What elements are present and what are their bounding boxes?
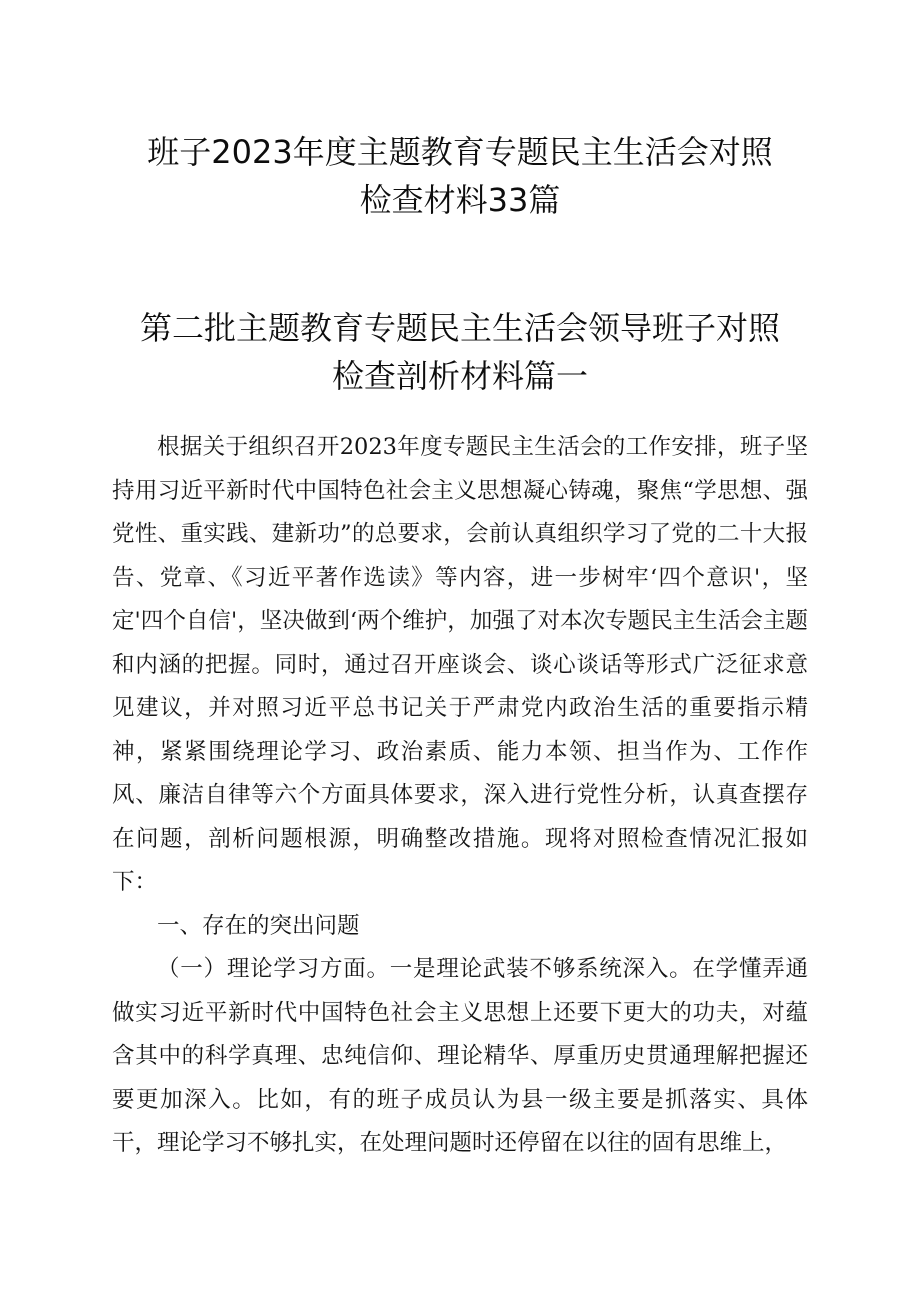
section-heading-problems: 一、存在的突出问题: [157, 912, 360, 939]
sub-title-line-1: 第二批主题教育专题民主生活会领导班子对照: [139, 309, 780, 347]
document-body: [112, 426, 808, 1166]
main-title-line-2: 检查材料33篇: [359, 181, 561, 219]
document-main-title: [112, 128, 808, 224]
sub-title-line-2: 检查剖析材料篇一: [331, 357, 588, 395]
paragraph-theory-study: （一）理论学习方面。一是理论武装不够系统深入。在学懂弄通做实习近平新时代中国特色社会主义思想上还要下更大的功夫，对蕴含其中的科学真理、忠纯信仰、理论精华、厚重历史贯通理解把握还要更加深入。比如，有的班子成员认为县一级主要是抓落实、具体干，理论学习不够扎实，在处理问题时还停留在以往的固有思维上，: [112, 956, 808, 1156]
paragraph-intro: 根据关于组织召开2023年度专题民主生活会的工作安排，班子坚持用习近平新时代中国特色社会主义思想凝心铸魂，聚焦“学思想、强党性、重实践、建新功”的总要求，会前认真组织学习了党的二十大报告、党章、《习近平著作选读》等内容，进一步树牢‘四个意识'，坚定'四个自信'，坚决做到‘两个维护，加强了对本次专题民主生活会主题和内涵的把握。同时，通过召开座谈会、谈心谈话等形式广泛征求意见建议，并对照习近平总书记关于严肃党内政治生活的重要指示精神，紧紧围绕理论学习、政治素质、能力本领、担当作为、工作作风、廉洁自律等六个方面具体要求，深入进行党性分析，认真查摆存在问题，剖析问题根源，明确整改措施。现将对照检查情况汇报如下：: [112, 434, 808, 895]
document-sub-title: [112, 304, 808, 400]
main-title-line-1: 班子2023年度主题教育专题民主生活会对照: [147, 133, 773, 171]
